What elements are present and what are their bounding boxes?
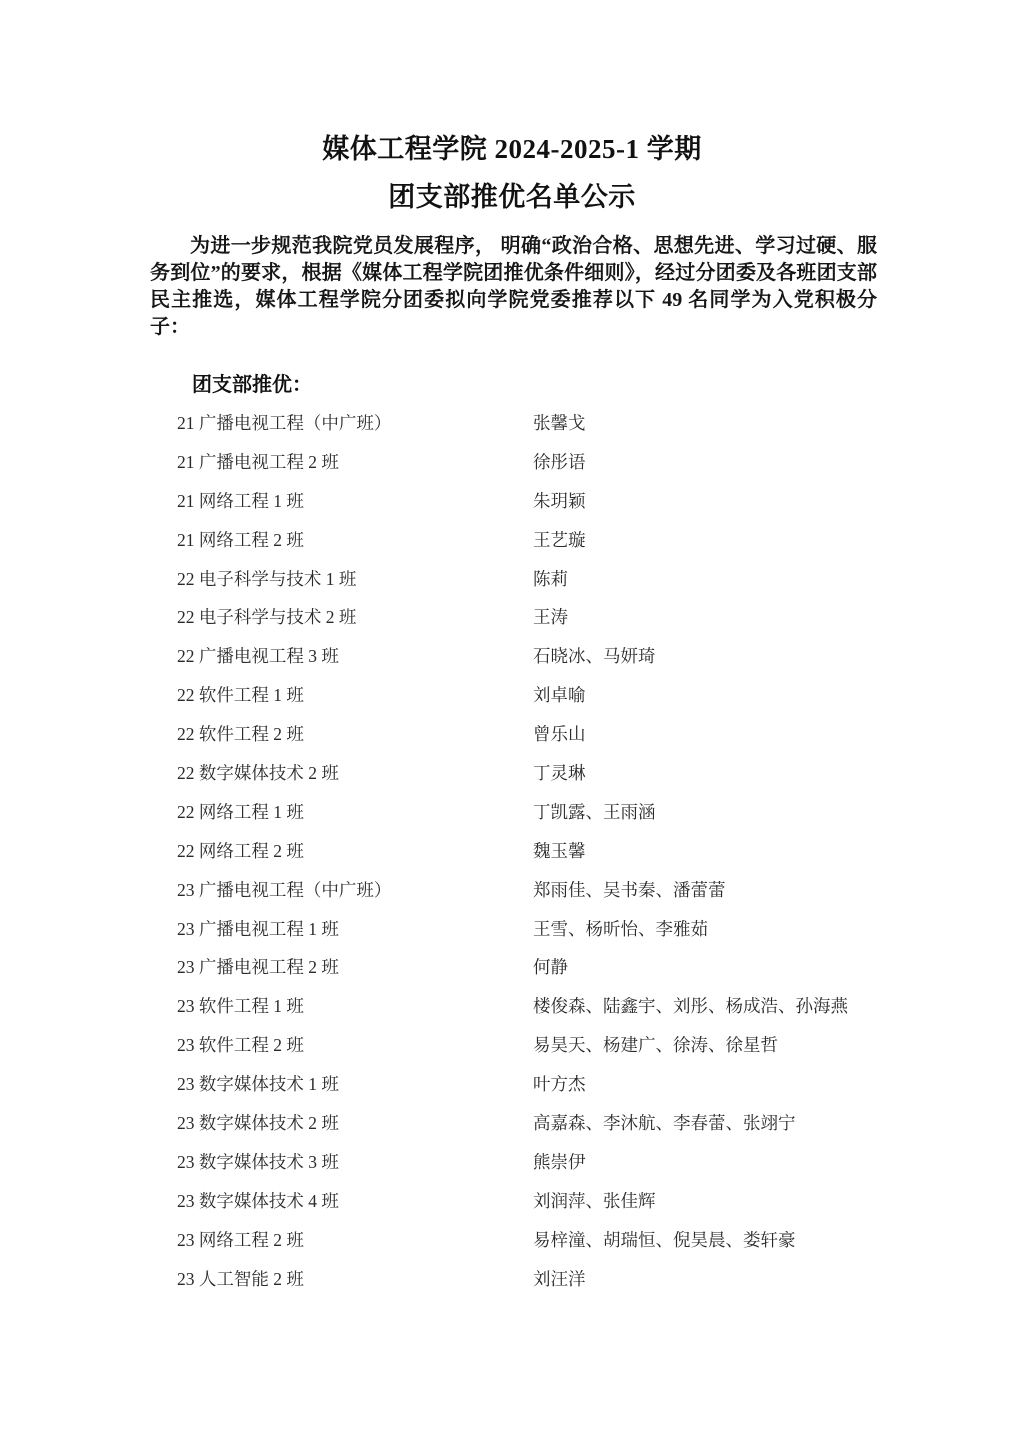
- class-name: 22 网络工程 1 班: [177, 801, 304, 822]
- class-name: 22 软件工程 2 班: [177, 724, 304, 745]
- roster-row: [177, 566, 1024, 605]
- student-names: 徐彤语: [533, 451, 586, 472]
- class-name: 23 数字媒体技术 2 班: [177, 1113, 339, 1134]
- student-names: 刘汪洋: [533, 1268, 586, 1289]
- student-names: 刘润萍、张佳辉: [533, 1190, 656, 1211]
- class-name: 22 数字媒体技术 2 班: [177, 763, 339, 784]
- class-name: 21 网络工程 2 班: [177, 529, 304, 550]
- student-names: 王雪、杨昕怡、李雅茹: [533, 918, 708, 939]
- roster-row: [177, 916, 1024, 955]
- student-names: 陈莉: [533, 568, 568, 589]
- roster-row: [177, 954, 1024, 993]
- class-name: 22 网络工程 2 班: [177, 840, 304, 861]
- roster-row: [177, 1266, 1024, 1305]
- student-names: 叶方杰: [533, 1074, 586, 1095]
- class-name: 23 网络工程 2 班: [177, 1229, 304, 1250]
- student-names: 易昊天、杨建广、徐涛、徐星哲: [533, 1035, 778, 1056]
- class-name: 22 广播电视工程 3 班: [177, 646, 339, 667]
- document-title: 媒体工程学院 2024-2025-1 学期: [322, 134, 702, 164]
- roster-row: [177, 877, 1024, 916]
- class-name: 23 人工智能 2 班: [177, 1268, 304, 1289]
- roster-row: [177, 449, 1024, 488]
- roster-row: [177, 1110, 1024, 1149]
- class-name: 21 广播电视工程 2 班: [177, 451, 339, 472]
- class-name: 23 广播电视工程（中广班）: [177, 879, 392, 900]
- document-subtitle: 团支部推优名单公示: [388, 182, 636, 212]
- class-name: 23 广播电视工程 2 班: [177, 957, 339, 978]
- roster-row: [177, 1032, 1024, 1071]
- roster-row: [177, 604, 1024, 643]
- student-names: 张馨戈: [533, 413, 586, 433]
- class-name: 23 软件工程 1 班: [177, 996, 304, 1017]
- roster-row: [177, 799, 1024, 838]
- student-names: 刘卓喻: [533, 685, 586, 706]
- roster-row: [177, 410, 1024, 449]
- class-name: 23 数字媒体技术 1 班: [177, 1074, 339, 1095]
- roster-row: [177, 1188, 1024, 1227]
- student-names: 易梓潼、胡瑞恒、倪昊晨、娄轩豪: [533, 1229, 796, 1250]
- roster-row: [177, 760, 1024, 799]
- class-name: 21 网络工程 1 班: [177, 490, 304, 511]
- class-name: 22 电子科学与技术 2 班: [177, 607, 357, 628]
- student-names: 郑雨佳、吴书秦、潘蕾蕾: [533, 879, 726, 900]
- student-names: 朱玥颖: [533, 490, 586, 511]
- student-names: 丁灵琳: [533, 763, 586, 784]
- student-names: 石晓冰、马妍琦: [533, 646, 656, 667]
- roster-row: [177, 993, 1024, 1032]
- intro-paragraph: 为进一步规范我院党员发展程序， 明确“政治合格、思想先进、学习过硬、服务到位”的要求，根据《媒体工程学院团推优条件细则》，经过分团委及各班团支部民主推选，媒体工程学院分团委拟向学院党委推荐以下 49 名同学为入党积极分子：: [150, 235, 877, 338]
- roster-row: [177, 1071, 1024, 1110]
- student-names: 王涛: [533, 607, 568, 628]
- student-names: 熊崇伊: [533, 1151, 586, 1172]
- roster-row: [177, 527, 1024, 566]
- roster-row: [177, 1227, 1024, 1266]
- roster-list: [177, 410, 1024, 1304]
- class-name: 22 电子科学与技术 1 班: [177, 568, 357, 589]
- roster-row: [177, 488, 1024, 527]
- section-heading: 团支部推优：: [192, 374, 312, 396]
- class-name: 22 软件工程 1 班: [177, 685, 304, 706]
- class-name: 23 数字媒体技术 3 班: [177, 1151, 339, 1172]
- student-names: 魏玉馨: [533, 840, 586, 861]
- student-names: 曾乐山: [533, 724, 586, 745]
- roster-row: [177, 643, 1024, 682]
- roster-row: [177, 682, 1024, 721]
- student-names: 楼俊森、陆鑫宇、刘彤、杨成浩、孙海燕: [533, 996, 848, 1017]
- class-name: 23 数字媒体技术 4 班: [177, 1190, 339, 1211]
- student-names: 丁凯露、王雨涵: [533, 801, 656, 822]
- class-name: 21 广播电视工程（中广班）: [177, 413, 392, 433]
- roster-row: [177, 721, 1024, 760]
- class-name: 23 广播电视工程 1 班: [177, 918, 339, 939]
- class-name: 23 软件工程 2 班: [177, 1035, 304, 1056]
- student-names: 王艺璇: [533, 529, 586, 550]
- student-names: 高嘉森、李沐航、李春蕾、张翊宁: [533, 1113, 796, 1134]
- student-names: 何静: [533, 957, 568, 978]
- roster-row: [177, 838, 1024, 877]
- roster-row: [177, 1149, 1024, 1188]
